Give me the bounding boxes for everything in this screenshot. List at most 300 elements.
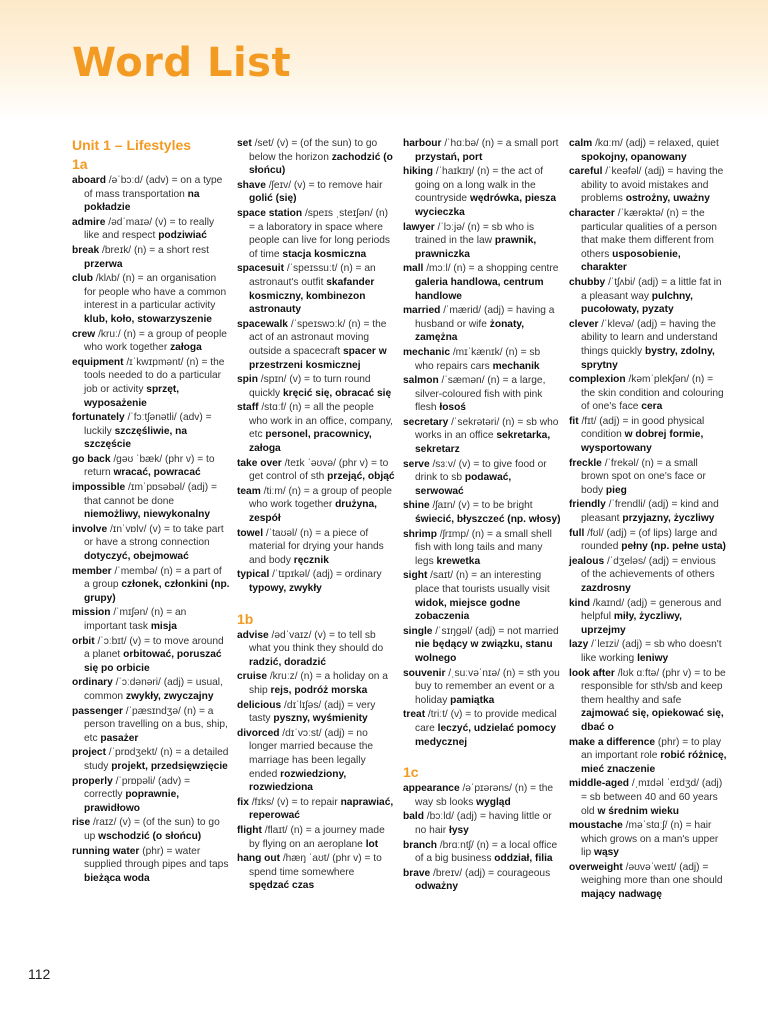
translation: podawać, serwować (415, 472, 512, 497)
headword: break (72, 244, 100, 256)
definition: /raɪz/ (v) = (of the sun) to go up (84, 817, 220, 842)
word-entry (237, 629, 395, 670)
definition: /ˈpæsɪndʒə/ (n) = a person travelling on a bus, ship, etc (84, 705, 228, 744)
column-1 (72, 137, 230, 886)
page-title: Word List (72, 40, 292, 86)
word-entry (403, 165, 561, 219)
translation: niemożliwy, niewykonalny (84, 509, 211, 521)
definition: /ˈmembə/ (n) = a part of a group (84, 565, 222, 591)
definition: /ˈsekrətəri/ (n) = sb who works in an office (415, 416, 559, 442)
headword: member (72, 565, 112, 577)
word-entry (403, 374, 561, 415)
headword: shave (237, 179, 266, 191)
definition: /ˈspeɪswɔːk/ (n) = the act of an astronaut moving outside a spacecraft (249, 318, 387, 357)
headword: careful (569, 166, 603, 178)
headword: salmon (403, 375, 439, 387)
translation: ostrożny, uważny (625, 193, 710, 205)
word-entry (403, 782, 561, 809)
translation: przystań, port (415, 151, 483, 163)
word-entry (403, 810, 561, 837)
definition: /ˈspeɪssuːt/ (n) = an astronaut's outfit (249, 263, 376, 288)
definition: /set/ (v) = (of the sun) to go below the horizon (249, 138, 378, 163)
headword: hiking (403, 166, 433, 178)
word-entry (237, 852, 395, 893)
translation: zachodzić (o słońcu) (249, 151, 393, 177)
column-2 (237, 137, 395, 894)
word-entry (403, 625, 561, 666)
translation: spacer w przestrzeni kosmicznej (249, 345, 387, 371)
definition: (phr) = to play an important role (581, 736, 722, 762)
translation: załoga (170, 342, 202, 354)
headword: take over (237, 457, 282, 469)
headword: admire (72, 216, 106, 228)
word-entry (72, 411, 230, 452)
definition: /əˈpɪərəns/ (n) = the way sb looks (415, 783, 554, 808)
translation: łysy (448, 824, 469, 836)
translation: odważny (415, 881, 459, 893)
definition: /ʃrɪmp/ (n) = a small shell fish with long tails and many legs (415, 528, 552, 567)
translation: sprzęt, wyposażenie (84, 383, 180, 409)
headword: staff (237, 402, 259, 414)
definition: /ɪnˈvɒlv/ (v) = to take part or have a strong connection (84, 523, 224, 549)
word-entry (237, 485, 395, 526)
definition: /lʊk ɑːftə/ (phr v) = to be responsible for sth/sb and keep them healthy and safe (581, 667, 726, 706)
definition: /ˌsuːvəˈnɪə/ (n) = sth you buy to remember an event or a holiday (415, 667, 560, 706)
entry-list (237, 137, 395, 596)
translation: przerwa (84, 258, 123, 270)
word-entry (237, 373, 395, 400)
definition: /brɑːntʃ/ (n) = a local office of a big business (415, 839, 558, 865)
word-entry (403, 137, 561, 164)
translation: robić różnicę, mieć znaczenie (581, 750, 727, 775)
word-entry (569, 527, 727, 554)
headword: project (72, 747, 106, 759)
word-entry (403, 221, 561, 262)
word-entry (72, 606, 230, 633)
definition: /fɪks/ (v) = to repair (248, 796, 341, 808)
definition: /mɔːl/ (n) = a shopping centre (423, 263, 559, 275)
translation: leczyć, udzielać pomocy medycznej (415, 722, 556, 748)
word-entry (403, 346, 561, 373)
headword: fortunately (72, 412, 125, 424)
headword: spacewalk (237, 318, 288, 330)
translation: mechanik (492, 360, 540, 372)
definition: /spɪn/ (v) = to turn round quickly (249, 374, 371, 399)
definition: /ɡəʊ ˈbæk/ (phr v) = to return (84, 453, 215, 479)
headword: set (237, 138, 252, 149)
word-entry (403, 667, 561, 708)
word-entry (237, 527, 395, 568)
definition: /ˈhaɪkɪŋ/ (n) = the act of going on a long walk in the countryside (415, 166, 544, 205)
headword: overweight (569, 861, 623, 873)
word-entry (569, 555, 727, 596)
definition: (phr) = water supplied through pipes and taps (84, 845, 229, 871)
translation: misja (150, 621, 177, 632)
headword: harbour (403, 138, 442, 149)
definition: /kɑːm/ (adj) = relaxed, quiet (592, 138, 719, 149)
word-entry (569, 597, 727, 638)
translation: świecić, błyszczeć (np. włosy) (415, 514, 561, 526)
definition: /kaɪnd/ (adj) = generous and helpful (581, 597, 722, 623)
translation: nie będący w związku, stanu wolnego (415, 639, 553, 664)
word-entry (403, 304, 561, 345)
word-entry (72, 481, 230, 522)
headword: mission (72, 607, 111, 619)
translation: spędzać czas (249, 880, 315, 892)
definition: /stɑːf/ (n) = all the people who work in an office, company, etc (249, 402, 394, 441)
word-entry (72, 244, 230, 271)
headword: rise (72, 817, 91, 829)
headword: character (569, 207, 615, 219)
definition: /hæŋ ˈaʊt/ (phr v) = to spend time somewhere (249, 853, 382, 878)
word-entry (237, 207, 395, 261)
word-entry (72, 356, 230, 410)
word-entry (72, 216, 230, 243)
word-entry (72, 272, 230, 326)
translation: orbitować, poruszać się po orbicie (84, 649, 222, 674)
definition: /triːt/ (v) = to provide medical care (415, 709, 557, 734)
section-heading: 1c (403, 764, 419, 781)
headword: appearance (403, 783, 460, 795)
headword: ordinary (72, 677, 113, 689)
headword: branch (403, 839, 437, 851)
headword: crew (72, 328, 96, 340)
definition: /ˈtʃʌbi/ (adj) = a little fat in a pleasant way (581, 276, 722, 302)
column-3 (403, 137, 561, 895)
translation: klub, koło, stowarzyszenie (84, 313, 212, 325)
translation: spokojny, opanowany (581, 151, 687, 163)
definition: /tiːm/ (n) = a group of people who work together (249, 485, 392, 511)
word-entry (237, 179, 395, 206)
entry-list (403, 137, 561, 749)
translation: wygląd (476, 796, 511, 808)
translation: radzić, doradzić (249, 656, 326, 668)
definition: /əʊvəˈweɪt/ (adj) = weighing more than one should (581, 861, 723, 887)
headword: properly (72, 775, 113, 787)
word-entry (403, 528, 561, 569)
definition: /ˈhɑːbə/ (n) = a small port (441, 138, 559, 149)
translation: wąsy (594, 847, 619, 859)
translation: drużyna, zespół (249, 499, 377, 525)
word-entry (72, 845, 230, 886)
definition: /ˈklevə/ (adj) = having the ability to learn and understand things quickly (581, 318, 718, 357)
definition: /ˈprɒpəli/ (adv) = correctly (84, 775, 191, 801)
translation: podziwiać (158, 230, 207, 242)
translation: wędrówka, piesza wycieczka (415, 193, 556, 218)
headword: chubby (569, 276, 606, 288)
headword: spacesuit (237, 263, 284, 275)
translation: pełny (np. pełne usta) (621, 541, 726, 553)
translation: łosoś (439, 402, 466, 414)
word-entry (72, 775, 230, 816)
translation: pulchny, pucołowaty, pyzaty (581, 290, 693, 316)
word-entry (569, 415, 727, 456)
translation: przyjazny, życzliwy (622, 513, 715, 525)
word-entry (403, 839, 561, 866)
word-entry (237, 796, 395, 823)
headword: club (72, 273, 93, 285)
definition: /ɪmˈpɒsəbəl/ (adj) = that cannot be done (84, 482, 217, 507)
word-entry (72, 453, 230, 480)
definition: /ˈkeəfəl/ (adj) = having the ability to avoid mistakes and problems (581, 166, 724, 205)
translation: szczęśliwie, na szczęście (84, 425, 188, 451)
definition: /speɪs ˌsteɪʃən/ (n) = a laboratory in space where people can live for long periods of time (249, 207, 391, 260)
headword: freckle (569, 457, 602, 469)
definition: /bɔːld/ (adj) = having little or no hair (415, 811, 552, 836)
word-entry (569, 861, 727, 902)
headword: lawyer (403, 221, 435, 233)
definition: /ˈmɪʃən/ (n) = an important task (84, 607, 187, 632)
translation: poprawnie, prawidłowo (84, 789, 180, 814)
translation: ręcznik (293, 554, 329, 566)
definition: /kruː/ (n) = a group of people who work together (84, 328, 227, 354)
translation: widok, miejsce godne zobaczenia (415, 597, 521, 623)
translation: zazdrosny (581, 583, 631, 594)
word-entry (237, 262, 395, 316)
headword: treat (403, 709, 426, 721)
translation: pamiątka (450, 694, 495, 706)
headword: hang out (237, 853, 281, 865)
translation: stacja kosmiczna (282, 248, 367, 260)
headword: advise (237, 629, 269, 641)
translation: w dobrej formie, wysportowany (581, 429, 704, 455)
definition: /fɪt/ (adj) = in good physical condition (578, 415, 705, 441)
word-entry (72, 816, 230, 843)
translation: projekt, przedsięwzięcie (111, 760, 228, 772)
translation: galeria handlowa, centrum handlowe (415, 276, 544, 302)
word-entry (403, 867, 561, 894)
word-entry (237, 727, 395, 795)
translation: leniwy (637, 652, 669, 664)
headword: kind (569, 597, 590, 609)
headword: full (569, 527, 585, 539)
definition: /kəmˈplekʃən/ (n) = the skin condition and colouring of one's face (581, 374, 724, 413)
definition: /ˈmærid/ (adj) = having a husband or wife (415, 305, 555, 330)
translation: przejąć, objąć (327, 471, 395, 483)
definition: /dɪˈlɪʃəs/ (adj) = very tasty (249, 699, 376, 725)
definition: /ˌmɪdəl ˈeɪdʒd/ (adj) = sb between 40 and 60 years old (581, 778, 723, 817)
definition: /dɪˈvɔːst/ (adj) = no longer married because the marriage has been legally ended (249, 727, 374, 780)
translation: prawnik, prawniczka (415, 235, 537, 260)
word-entry (569, 819, 727, 860)
entry-list (72, 174, 230, 885)
headword: moustache (569, 820, 623, 832)
word-entry (72, 676, 230, 703)
translation: krewetka (436, 555, 481, 567)
translation: sekretarka, sekretarz (415, 430, 551, 456)
headword: souvenir (403, 667, 446, 679)
word-entry (569, 318, 727, 372)
word-entry (569, 165, 727, 206)
word-entry (72, 523, 230, 564)
definition: /ˈprɒdʒekt/ (n) = a detailed study (84, 747, 229, 772)
page-number: 112 (28, 966, 51, 982)
translation: rozwiedziony, rozwiedziona (249, 768, 347, 794)
translation: bieżąca woda (84, 872, 150, 884)
headword: fit (569, 415, 579, 427)
word-entry (569, 457, 727, 498)
translation: personel, pracownicy, załoga (249, 429, 372, 455)
word-entry (569, 137, 727, 164)
definition: /ʃeɪv/ (v) = to remove hair (265, 179, 383, 191)
translation: golić (się) (249, 193, 297, 205)
headword: typical (237, 569, 270, 581)
word-entry (237, 568, 395, 595)
headword: mechanic (403, 346, 450, 358)
word-entry (72, 328, 230, 355)
headword: space station (237, 207, 303, 219)
section-heading: 1a (72, 156, 88, 172)
definition: /breɪv/ (adj) = courageous (430, 867, 551, 879)
headword: team (237, 485, 261, 497)
headword: spin (237, 374, 258, 386)
word-entry (72, 705, 230, 746)
translation: wschodzić (o słońcu) (98, 830, 202, 842)
word-entry (569, 736, 727, 777)
headword: look after (569, 667, 615, 679)
definition: /mɪˈkænɪk/ (n) = sb who repairs cars (415, 346, 541, 372)
word-entry (237, 670, 395, 697)
headword: friendly (569, 499, 606, 511)
headword: make a difference (569, 736, 656, 748)
headword: lazy (569, 639, 589, 651)
definition: /sɜːv/ (v) = to give food or drink to sb (415, 458, 547, 484)
headword: calm (569, 138, 593, 149)
translation: naprawiać, reperować (249, 796, 394, 822)
definition: /ˈsɪŋɡəl/ (adj) = not married (432, 625, 559, 637)
definition: /əˈbɔːd/ (adv) = on a type of mass transportation (84, 175, 223, 200)
translation: kręcić się, obracać się (282, 387, 392, 399)
word-entry (569, 276, 727, 317)
word-entry (403, 569, 561, 623)
word-entry (237, 457, 395, 484)
definition: /ədˈvaɪz/ (v) = to tell sb what you think they should do (249, 629, 384, 655)
word-entry (237, 401, 395, 455)
unit-title: Unit 1 – Lifestyles (72, 137, 192, 153)
translation: usposobienie, charakter (581, 248, 681, 274)
headword: orbit (72, 635, 95, 647)
definition: /ˈfrekəl/ (n) = a small brown spot on one's face or body (581, 457, 706, 496)
translation: pyszny, wyśmienity (273, 713, 368, 725)
headword: secretary (403, 416, 449, 428)
definition: /ˈfɔːtʃənətli/ (adv) = luckily (84, 412, 212, 437)
definition: /ˈlɔːjə/ (n) = sb who is trained in the law (415, 221, 535, 247)
definition: /ˈɔːbɪt/ (v) = to move around a planet (84, 635, 224, 661)
word-entry (237, 824, 395, 851)
definition: /məˈstɑːʃ/ (n) = hair which grows on a man's upper lip (581, 820, 719, 859)
word-entry (403, 708, 561, 749)
definition: /ˈsæmən/ (n) = a large, silver-coloured fish with pink flesh (415, 375, 546, 414)
word-entry (72, 746, 230, 773)
headword: clever (569, 318, 599, 330)
translation: pieg (605, 484, 627, 496)
headword: fix (237, 796, 249, 808)
translation: miły, życzliwy, uprzejmy (581, 611, 682, 636)
word-entry (72, 174, 230, 215)
definition: /ʃaɪn/ (v) = to be bright (429, 500, 533, 512)
headword: passenger (72, 705, 123, 717)
word-entry (72, 635, 230, 676)
word-entry (237, 318, 395, 372)
word-entry (569, 207, 727, 275)
translation: mający nadwagę (581, 889, 662, 901)
definition: /saɪt/ (n) = an interesting place that tourists usually visit (415, 570, 550, 595)
column-4 (569, 137, 727, 903)
headword: delicious (237, 699, 282, 711)
definition: /ɪˈkwɪpmənt/ (n) = the tools needed to do a particular job or activity (84, 356, 225, 395)
word-entry (403, 499, 561, 526)
headword: serve (403, 458, 430, 470)
word-entry (569, 373, 727, 414)
headword: jealous (569, 555, 605, 567)
word-entry (569, 667, 727, 735)
translation: dotyczyć, obejmować (84, 551, 189, 563)
word-entry (403, 416, 561, 457)
headword: go back (72, 453, 111, 465)
headword: aboard (72, 175, 106, 186)
entry-list (237, 629, 395, 893)
headword: flight (237, 824, 262, 836)
word-entry (403, 458, 561, 499)
word-entry (72, 565, 230, 606)
headword: shrimp (403, 528, 437, 540)
word-entry (237, 699, 395, 726)
headword: divorced (237, 727, 280, 739)
definition: /flaɪt/ (n) = a journey made by flying on an aeroplane (249, 824, 385, 850)
headword: sight (403, 570, 428, 582)
translation: oddział, filia (494, 853, 553, 865)
translation: w średnim wieku (597, 805, 679, 817)
word-entry (569, 638, 727, 665)
word-entry (569, 498, 727, 525)
entry-list (403, 782, 561, 894)
translation: cera (641, 401, 663, 413)
section-heading: 1b (237, 610, 254, 627)
translation: skafander kosmiczny, kombinezon astronauty (249, 276, 375, 316)
headword: married (403, 305, 441, 317)
headword: middle-aged (569, 778, 630, 790)
word-entry (237, 137, 395, 178)
headword: bald (403, 811, 424, 823)
translation: zwykły, zwyczajny (125, 690, 214, 702)
translation: wracać, powracać (113, 467, 201, 479)
headword: cruise (237, 671, 268, 683)
definition: /ˈfrendli/ (adj) = kind and pleasant (581, 499, 719, 525)
definition: /teɪk ˈəʊvə/ (phr v) = to get control of sth (249, 457, 389, 483)
headword: towel (237, 527, 264, 539)
definition: /ˈtaʊəl/ (n) = a piece of material for drying your hands and body (249, 527, 384, 566)
word-entry (403, 262, 561, 303)
definition: /fʊl/ (adj) = (of lips) large and rounded (581, 527, 718, 553)
headword: complexion (569, 374, 626, 386)
headword: mall (403, 263, 424, 275)
definition: /klʌb/ (n) = an organisation for people who have a common interest in a particular activity (84, 273, 227, 312)
translation: członek, członkini (np. grupy) (84, 579, 230, 604)
translation: rejs, podróż morska (270, 684, 368, 696)
definition: /ˈɔːdənəri/ (adj) = usual, common (84, 677, 223, 702)
headword: shine (403, 500, 430, 512)
definition: /ˈleɪzi/ (adj) = sb who doesn't like working (581, 639, 722, 664)
word-entry (569, 777, 727, 818)
headword: brave (403, 867, 431, 879)
definition: /ˈdʒeləs/ (adj) = envious of the achievements of others (581, 555, 716, 581)
definition: /ədˈmaɪə/ (v) = to really like and respect (84, 216, 215, 242)
translation: żonaty, zamężna (415, 318, 525, 344)
headword: impossible (72, 482, 126, 494)
translation: na pokładzie (84, 188, 200, 214)
translation: zajmować się, opiekować się, dbać o (581, 708, 724, 733)
headword: involve (72, 523, 108, 535)
